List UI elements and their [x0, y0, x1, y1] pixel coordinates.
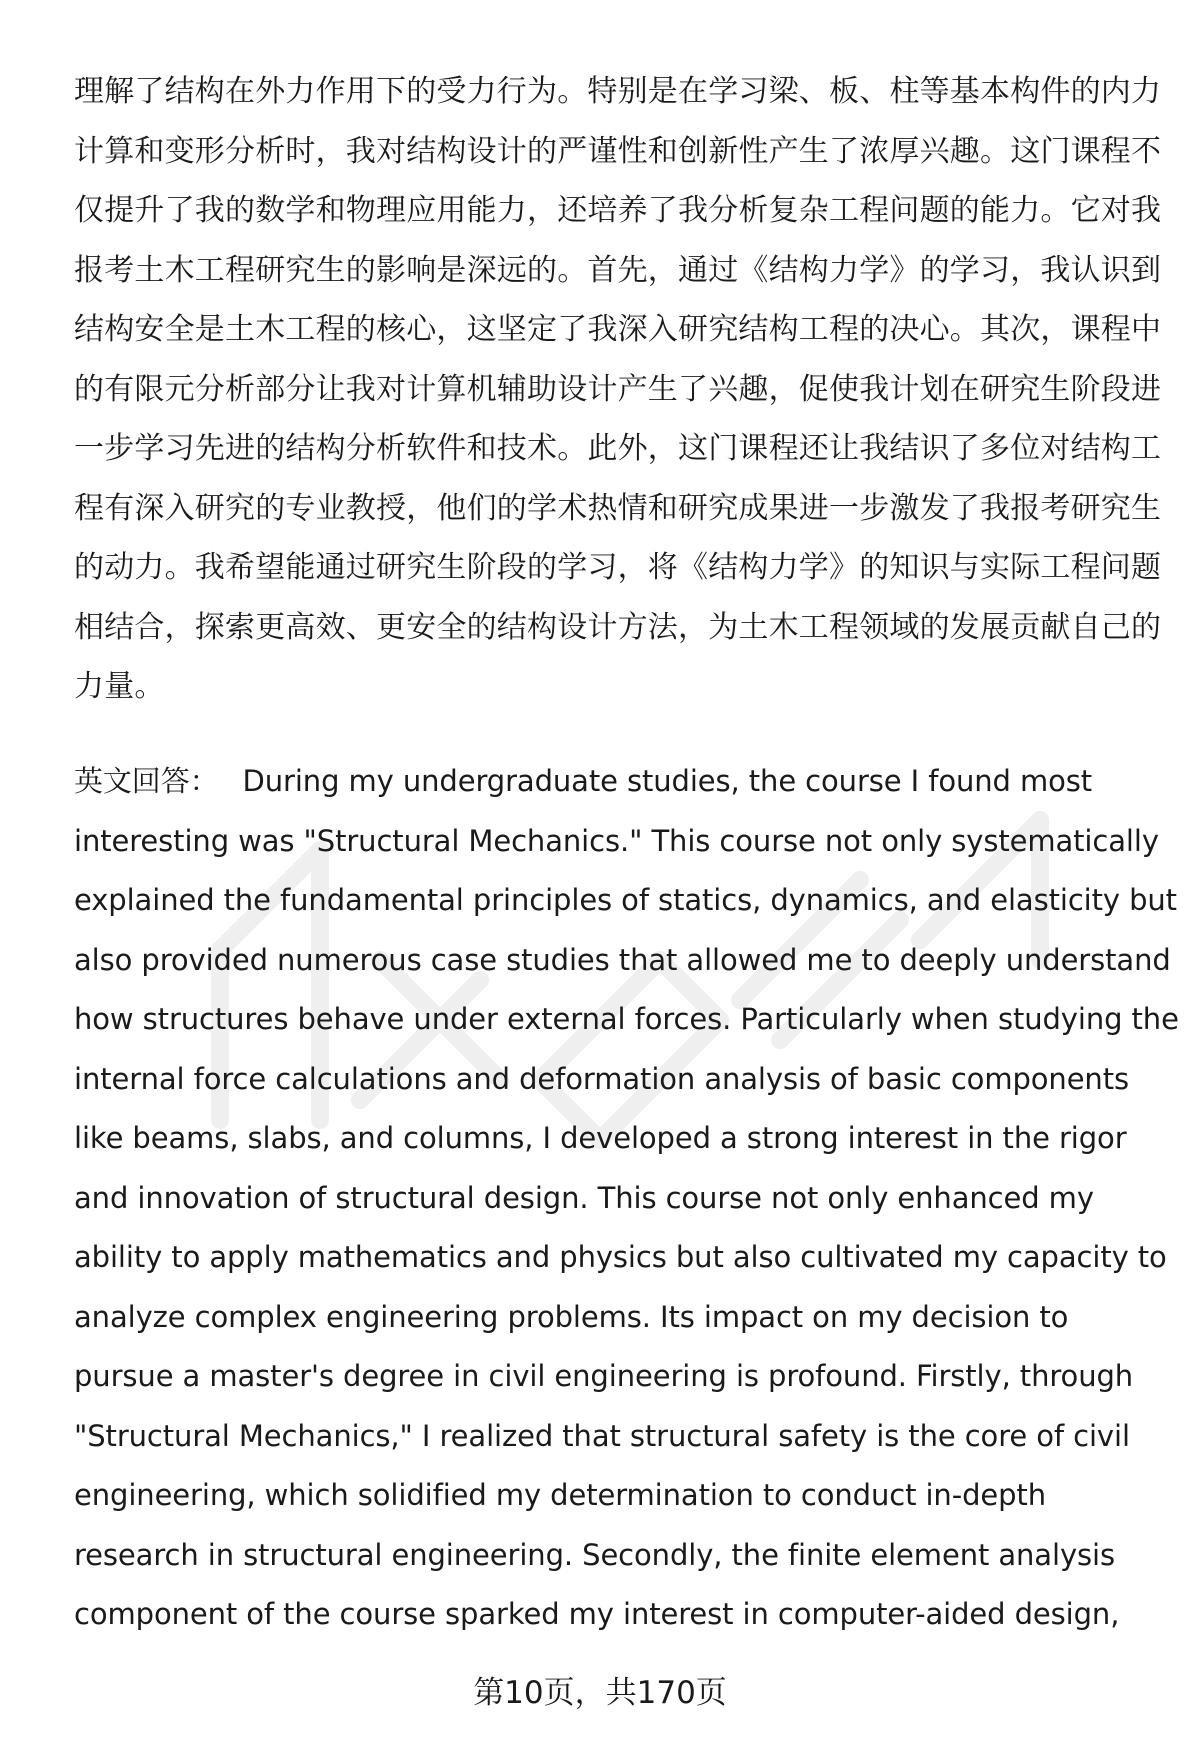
english-line: "Structural Mechanics," I realized that structural safety is the core of civil — [74, 1418, 1130, 1453]
chinese-line: 结构安全是土木工程的核心，这坚定了我深入研究结构工程的决心。其次，课程中 — [74, 312, 1162, 347]
english-line: engineering, which solidified my determination to conduct in-depth — [74, 1478, 1046, 1512]
english-line: During my undergraduate studies, the course I found most — [242, 764, 1093, 798]
chinese-line: 的有限元分析部分让我对计算机辅助设计产生了兴趣，促使我计划在研究生阶段进 — [74, 371, 1162, 407]
chinese-line: 程有深入研究的专业教授，他们的学术热情和研究成果进一步激发了我报考研究生 — [74, 490, 1162, 526]
english-line: explained the fundamental principles of statics, dynamics, and elasticity but — [74, 883, 1177, 917]
english-first-line — [74, 752, 1154, 812]
english-line: and innovation of structural design. This course not only enhanced my — [74, 1180, 1094, 1215]
english-line: also provided numerous case studies that allowed me to deeply understand — [74, 942, 1171, 977]
english-line: research in structural engineering. Secondly, the finite element analysis — [74, 1537, 1115, 1572]
english-answer-paragraph — [74, 752, 1179, 1645]
english-line: interesting was "Structural Mechanics." This course not only systematically — [74, 823, 1159, 858]
page-number-footer: 第10页，共170页 — [473, 1675, 727, 1711]
english-line: how structures behave under external forces. Particularly when studying the — [74, 1002, 1179, 1036]
english-line: internal force calculations and deformation analysis of basic components — [74, 1061, 1129, 1096]
chinese-line: 仅提升了我的数学和物理应用能力，还培养了我分析复杂工程问题的能力。它对我 — [74, 193, 1162, 228]
chinese-answer-paragraph — [74, 62, 1162, 717]
chinese-line: 报考土木工程研究生的影响是深远的。首先，通过《结构力学》的学习，我认识到 — [74, 252, 1162, 288]
english-line: ability to apply mathematics and physics but also cultivated my capacity to — [74, 1240, 1167, 1274]
chinese-line: 一步学习先进的结构分析软件和技术。此外，这门课程还让我结识了多位对结构工 — [74, 431, 1162, 466]
english-line: like beams, slabs, and columns, I developed a strong interest in the rigor — [74, 1121, 1127, 1155]
english-line: analyze complex engineering problems. Its impact on my decision to — [74, 1299, 1069, 1334]
chinese-line: 计算和变形分析时，我对结构设计的严谨性和创新性产生了浓厚兴趣。这门课程不 — [74, 133, 1162, 169]
english-line: pursue a master's degree in civil engineering is profound. Firstly, through — [74, 1359, 1134, 1393]
english-answer-label: 英文回答： — [74, 764, 219, 798]
chinese-line: 的动力。我希望能通过研究生阶段的学习，将《结构力学》的知识与实际工程问题 — [74, 550, 1162, 585]
chinese-line: 力量。 — [74, 669, 165, 704]
chinese-line: 相结合，探索更高效、更安全的结构设计方法，为土木工程领域的发展贡献自己的 — [74, 609, 1162, 645]
chinese-line: 理解了结构在外力作用下的受力行为。特别是在学习梁、板、柱等基本构件的内力 — [74, 74, 1162, 109]
english-line: component of the course sparked my interest in computer-aided design, — [74, 1597, 1120, 1631]
